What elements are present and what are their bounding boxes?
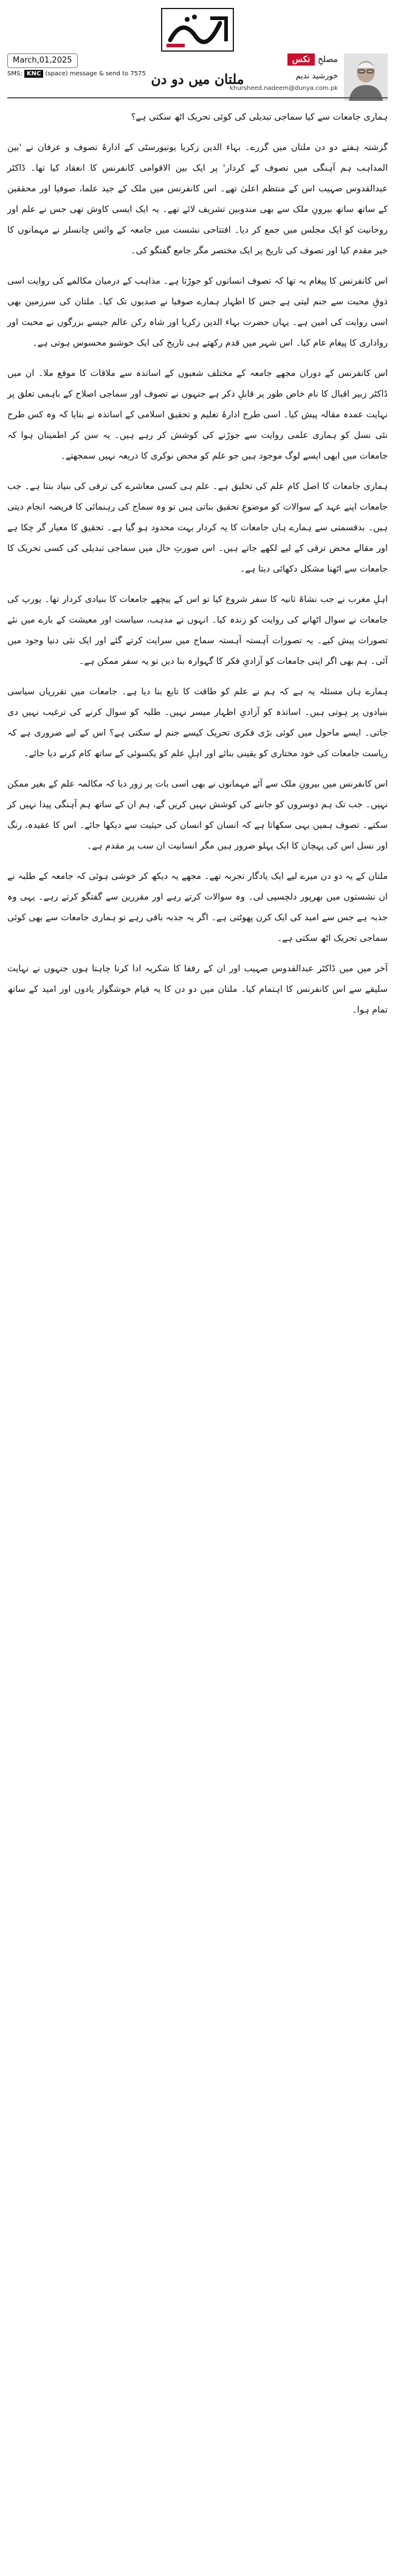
article-paragraph: اس کانفرنس کا پیغام یہ تھا کہ تصوف انسانوں کو جوڑتا ہے۔ مذاہب کے درمیان مکالمے کی روایت اسی ذوقِ محبت سے جنم لیتی ہے جس کا اظہار ہمارے صوفیا نے صدیوں تک کیا۔ ملتان کی سرزمین بھی اسی روایت کی امین ہے۔ یہاں حضرت بہاء الدین زکریا اور شاہ رکن عالم جیسے بزرگوں نے محبت اور رواداری کا پیغام عام کیا۔ اس شہر میں قدم رکھتے ہی تاریخ کی ایک خوشبو محسوس ہوتی ہے۔: [7, 276, 388, 348]
header-divider: [7, 97, 388, 98]
article-paragraph: ہمارے ہاں مسئلہ یہ ہے کہ ہم نے علم کو طاقت کا تابع بنا دیا ہے۔ جامعات میں تقرریاں سیاسی بنیادوں پر ہوتی ہیں۔ اساتذہ کو آزادیِ اظہار میسر نہیں۔ طلبہ کو سوال کرنے کی ترغیب نہیں دی جاتی۔ ایسے ماحول میں کوئی بڑی فکری تحریک کیسے جنم لے سکتی ہے؟ اس کے لیے ضروری ہے کہ ریاست جامعات کی خود مختاری کو یقینی بنائے اور اہلِ علم کو یکسوئی کے ساتھ کام کرنے دیا جائے۔: [7, 687, 388, 759]
article-paragraph: گزشتہ ہفتے دو دن ملتان میں گزرے۔ بہاء الدین زکریا یونیورسٹی کے ادارۂ تصوف و عرفان نے 'بین المذاہب ہم آہنگی میں تصوف کے کردار' پر ایک بین الاقوامی کانفرنس کا انعقاد کیا تھا۔ ڈاکٹر عبدالقدوس صہیب اس کے منتظم اعلیٰ تھے۔ اس کانفرنس میں ملک کے جید علما، صوفیا اور محققین کے ساتھ ساتھ بیرونِ ملک سے بھی مندوبین تشریف لائے تھے۔ یہ ایک ایسی کاوش تھی جس نے علم اور روحانیت کو ایک مجلس میں جمع کر دیا۔ افتتاحی نشست میں جامعہ کے وائس چانسلر نے مہمانوں کا خیر مقدم کیا اور تصوف کی تاریخ پر ایک مختصر مگر جامع گفتگو کی۔: [7, 143, 388, 256]
column-series: [216, 53, 338, 66]
column-series-subtitle: مصلحِ: [317, 55, 338, 64]
author-email[interactable]: khursheed.nadeem@dunya.com.pk: [230, 85, 338, 92]
masthead: [0, 0, 395, 115]
article-paragraph: اہلِ مغرب نے جب نشاۃ ثانیہ کا سفر شروع کیا تو اس کے پیچھے جامعات کا بنیادی کردار تھا۔ یورپ کی جامعات نے سوال اٹھانے کی روایت کو زندہ کیا۔ انہوں نے مذہب، سیاست اور معیشت کے بارے میں نئے تصورات پیش کیے۔ یہ تصورات آہستہ آہستہ سماج میں سرایت کرتے گئے اور ایک نئی دنیا وجود میں آئی۔ ہم بھی اگر اپنی جامعات کو آزادیِ فکر کا گہوارہ بنا دیں تو یہ سفر ممکن ہے۔: [7, 595, 388, 666]
column-series-title: نکس: [287, 53, 315, 66]
sms-text: (space) message & send to 7575: [45, 70, 146, 77]
author-name: خورشید ندیم: [295, 72, 338, 81]
dunya-logo-icon: [158, 5, 237, 55]
sms-prefix: SMS:: [7, 70, 22, 77]
article-paragraph: اس کانفرنس میں بیرونِ ملک سے آئے مہمانوں نے بھی اسی بات پر زور دیا کہ مکالمہ علم کے بغیر ممکن نہیں۔ جب تک ہم دوسروں کو جاننے کی کوشش نہیں کریں گے، ہم ان کے ساتھ ہم آہنگی پیدا نہیں کر سکتے۔ تصوف ہمیں یہی سکھاتا ہے کہ انسان کو انسان کی حیثیت سے دیکھا جائے۔ اس کا عقیدہ، رنگ اور نسل اس کی پہچان کا ایک پہلو ضرور ہیں مگر انسانیت ان سب پر مقدم ہے۔: [7, 779, 388, 851]
article-paragraph: اس کانفرنس کے دوران مجھے جامعہ کے مختلف شعبوں کے اساتذہ سے ملاقات کا موقع ملا۔ ان میں ڈاکٹر زبیر اقبال کا نام خاص طور پر قابلِ ذکر ہے جنہوں نے تصوف اور سماجی اصلاح کے باہمی تعلق پر نہایت عمدہ مقالہ پیش کیا۔ اسی طرح ادارۂ تعلیم و تحقیق اسلامی کے اساتذہ نے بتایا کہ وہ کس طرح نئی نسل کو ہماری علمی روایت سے جوڑنے کی کوشش کر رہے ہیں۔ یہ سن کر اطمینان ہوا کہ جامعات میں ابھی ایسے لوگ موجود ہیں جو علم کو محض نوکری کا ذریعہ نہیں سمجھتے۔: [7, 369, 388, 461]
issue-date: March,01,2025: [7, 53, 78, 68]
article-paragraph: ملتان کے یہ دو دن میرے لیے ایک یادگار تجربہ تھے۔ مجھے یہ دیکھ کر خوشی ہوئی کہ جامعہ کے طلبہ نے ان نشستوں میں بھرپور دلچسپی لی۔ وہ سوالات کرتے رہے اور مقررین سے گفتگو کرتے رہے۔ یہی وہ جذبہ ہے جس سے امید کی ایک کرن پھوٹتی ہے۔ اگر یہ جذبہ باقی رہے تو ہماری جامعات سے بھی کوئی سماجی تحریک اٹھ سکتی ہے۔: [7, 872, 388, 943]
article-paragraph: آخر میں میں ڈاکٹر عبدالقدوس صہیب اور ان کے رفقا کا شکریہ ادا کرنا چاہتا ہوں جنہوں نے نہایت سلیقے سے اس کانفرنس کا اہتمام کیا۔ ملتان میں دو دن کا یہ قیام خوشگوار یادوں اور امید کے ساتھ تمام ہوا۔: [7, 964, 388, 1015]
article-paragraph: ہماری جامعات کا اصل کام علم کی تخلیق ہے۔ علم ہی کسی معاشرے کی ترقی کی بنیاد بنتا ہے۔ جب جامعات اپنے عہد کے سوالات کو موضوعِ تحقیق بناتی ہیں تو وہ سماج کی رہنمائی کا فریضہ انجام دیتی ہیں۔ بدقسمتی سے ہمارے ہاں جامعات کا یہ کردار بہت محدود ہو گیا ہے۔ تحقیق کا معیار گر چکا ہے اور مقالے محض ترقی کے لیے لکھے جاتے ہیں۔ اس صورتِ حال میں سماجی تبدیلی کی کسی تحریک کا جامعات سے اٹھنا مشکل دکھائی دیتا ہے۔: [7, 482, 388, 574]
sms-code: KNC: [24, 70, 43, 78]
article-paragraph: ہماری جامعات سے کیا سماجی تبدیلی کی کوئی تحریک اٹھ سکتی ہے؟: [131, 112, 388, 122]
article-headline: ملتان میں دو دن: [151, 72, 244, 87]
article-body: [7, 107, 388, 1030]
newspaper-logo: [158, 5, 237, 55]
